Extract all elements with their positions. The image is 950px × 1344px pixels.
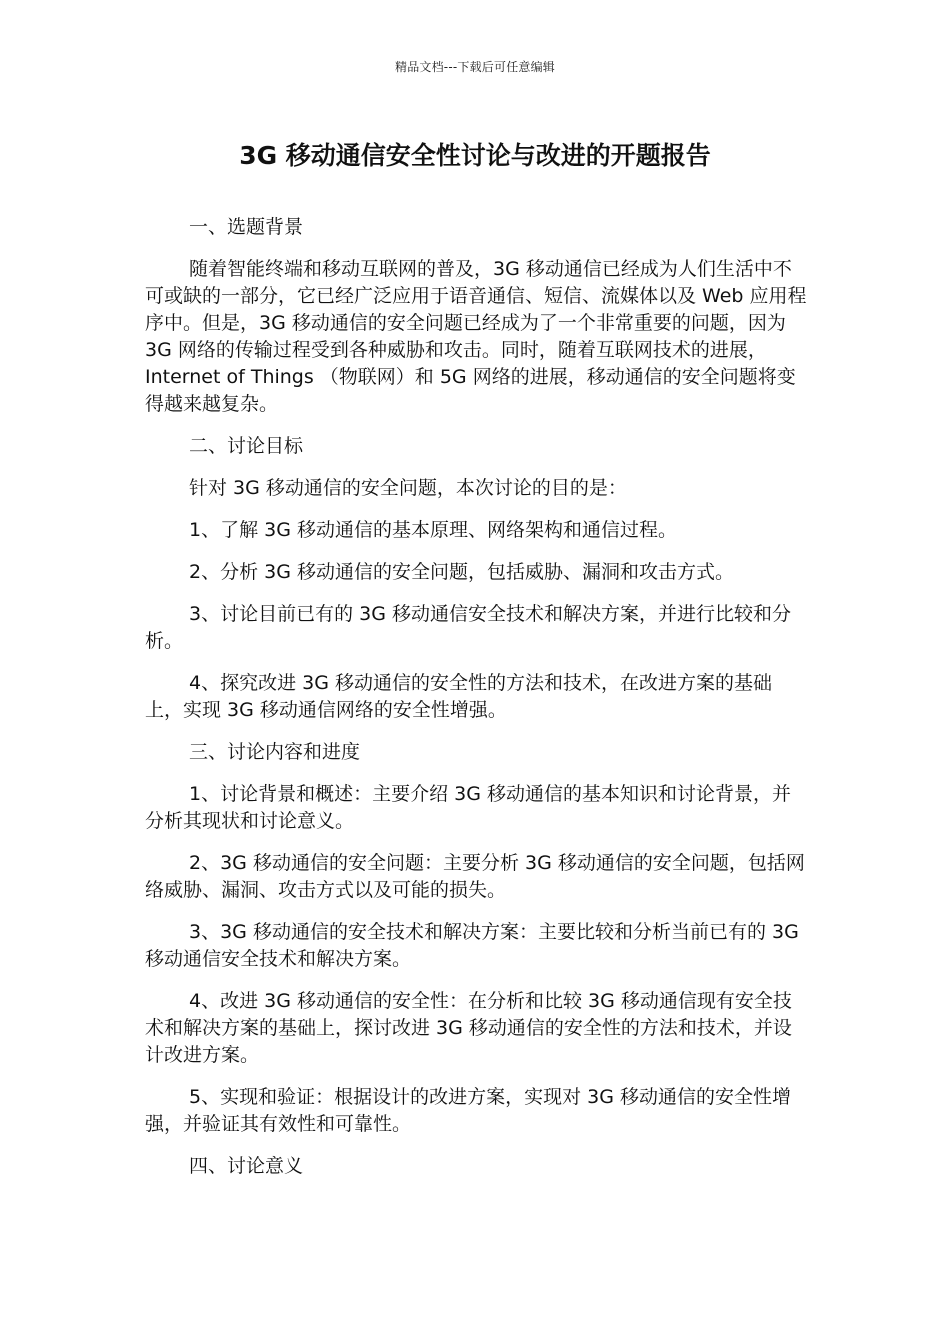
- background-paragraph: 随着智能终端和移动互联网的普及，3G 移动通信已经成为人们生活中不可或缺的一部分，它已经广泛应用于语音通信、短信、流媒体以及 Web 应用程序中。但是，3G 移动通信的安全问题已经成为了一个非常重要的问题，因为 3G 网络的传输过程受到各种威胁和攻击。同时，随着互联网技术的进展，Internet of Things （物联网）和 5G 网络的进展，移动通信的安全问题将变得越来越复杂。: [145, 258, 807, 415]
- content-item-1: 1、讨论背景和概述：主要介绍 3G 移动通信的基本知识和讨论背景，并分析其现状和讨论意义。: [145, 783, 791, 832]
- document-title: 3G 移动通信安全性讨论与改进的开题报告: [239, 141, 711, 170]
- goal-item-1: 1、了解 3G 移动通信的基本原理、网络架构和通信过程。: [189, 519, 677, 541]
- goal-item-4: 4、探究改进 3G 移动通信的安全性的方法和技术，在改进方案的基础上，实现 3G 移动通信网络的安全性增强。: [145, 672, 772, 721]
- section-heading-background: 一、选题背景: [189, 216, 304, 238]
- content-item-5: 5、实现和验证：根据设计的改进方案，实现对 3G 移动通信的安全性增强，并验证其有效性和可靠性。: [145, 1086, 791, 1135]
- goal-item-3: 3、讨论目前已有的 3G 移动通信安全技术和解决方案，并进行比较和分析。: [145, 603, 791, 652]
- content-item-3: 3、3G 移动通信的安全技术和解决方案：主要比较和分析当前已有的 3G 移动通信安全技术和解决方案。: [145, 921, 799, 970]
- section-heading-significance: 四、讨论意义: [189, 1155, 304, 1177]
- goals-intro-paragraph: 针对 3G 移动通信的安全问题，本次讨论的目的是：: [189, 477, 627, 499]
- content-item-4: 4、改进 3G 移动通信的安全性：在分析和比较 3G 移动通信现有安全技术和解决方案的基础上，探讨改进 3G 移动通信的安全性的方法和技术，并设计改进方案。: [145, 990, 792, 1066]
- section-heading-goals: 二、讨论目标: [189, 435, 304, 457]
- header-note: 精品文档---下载后可任意编辑: [395, 60, 555, 74]
- section-heading-content: 三、讨论内容和进度: [189, 741, 361, 763]
- document-body: [145, 214, 809, 1195]
- goal-item-2: 2、分析 3G 移动通信的安全问题，包括威胁、漏洞和攻击方式。: [189, 561, 734, 583]
- content-item-2: 2、3G 移动通信的安全问题：主要分析 3G 移动通信的安全问题，包括网络威胁、漏洞、攻击方式以及可能的损失。: [145, 852, 805, 901]
